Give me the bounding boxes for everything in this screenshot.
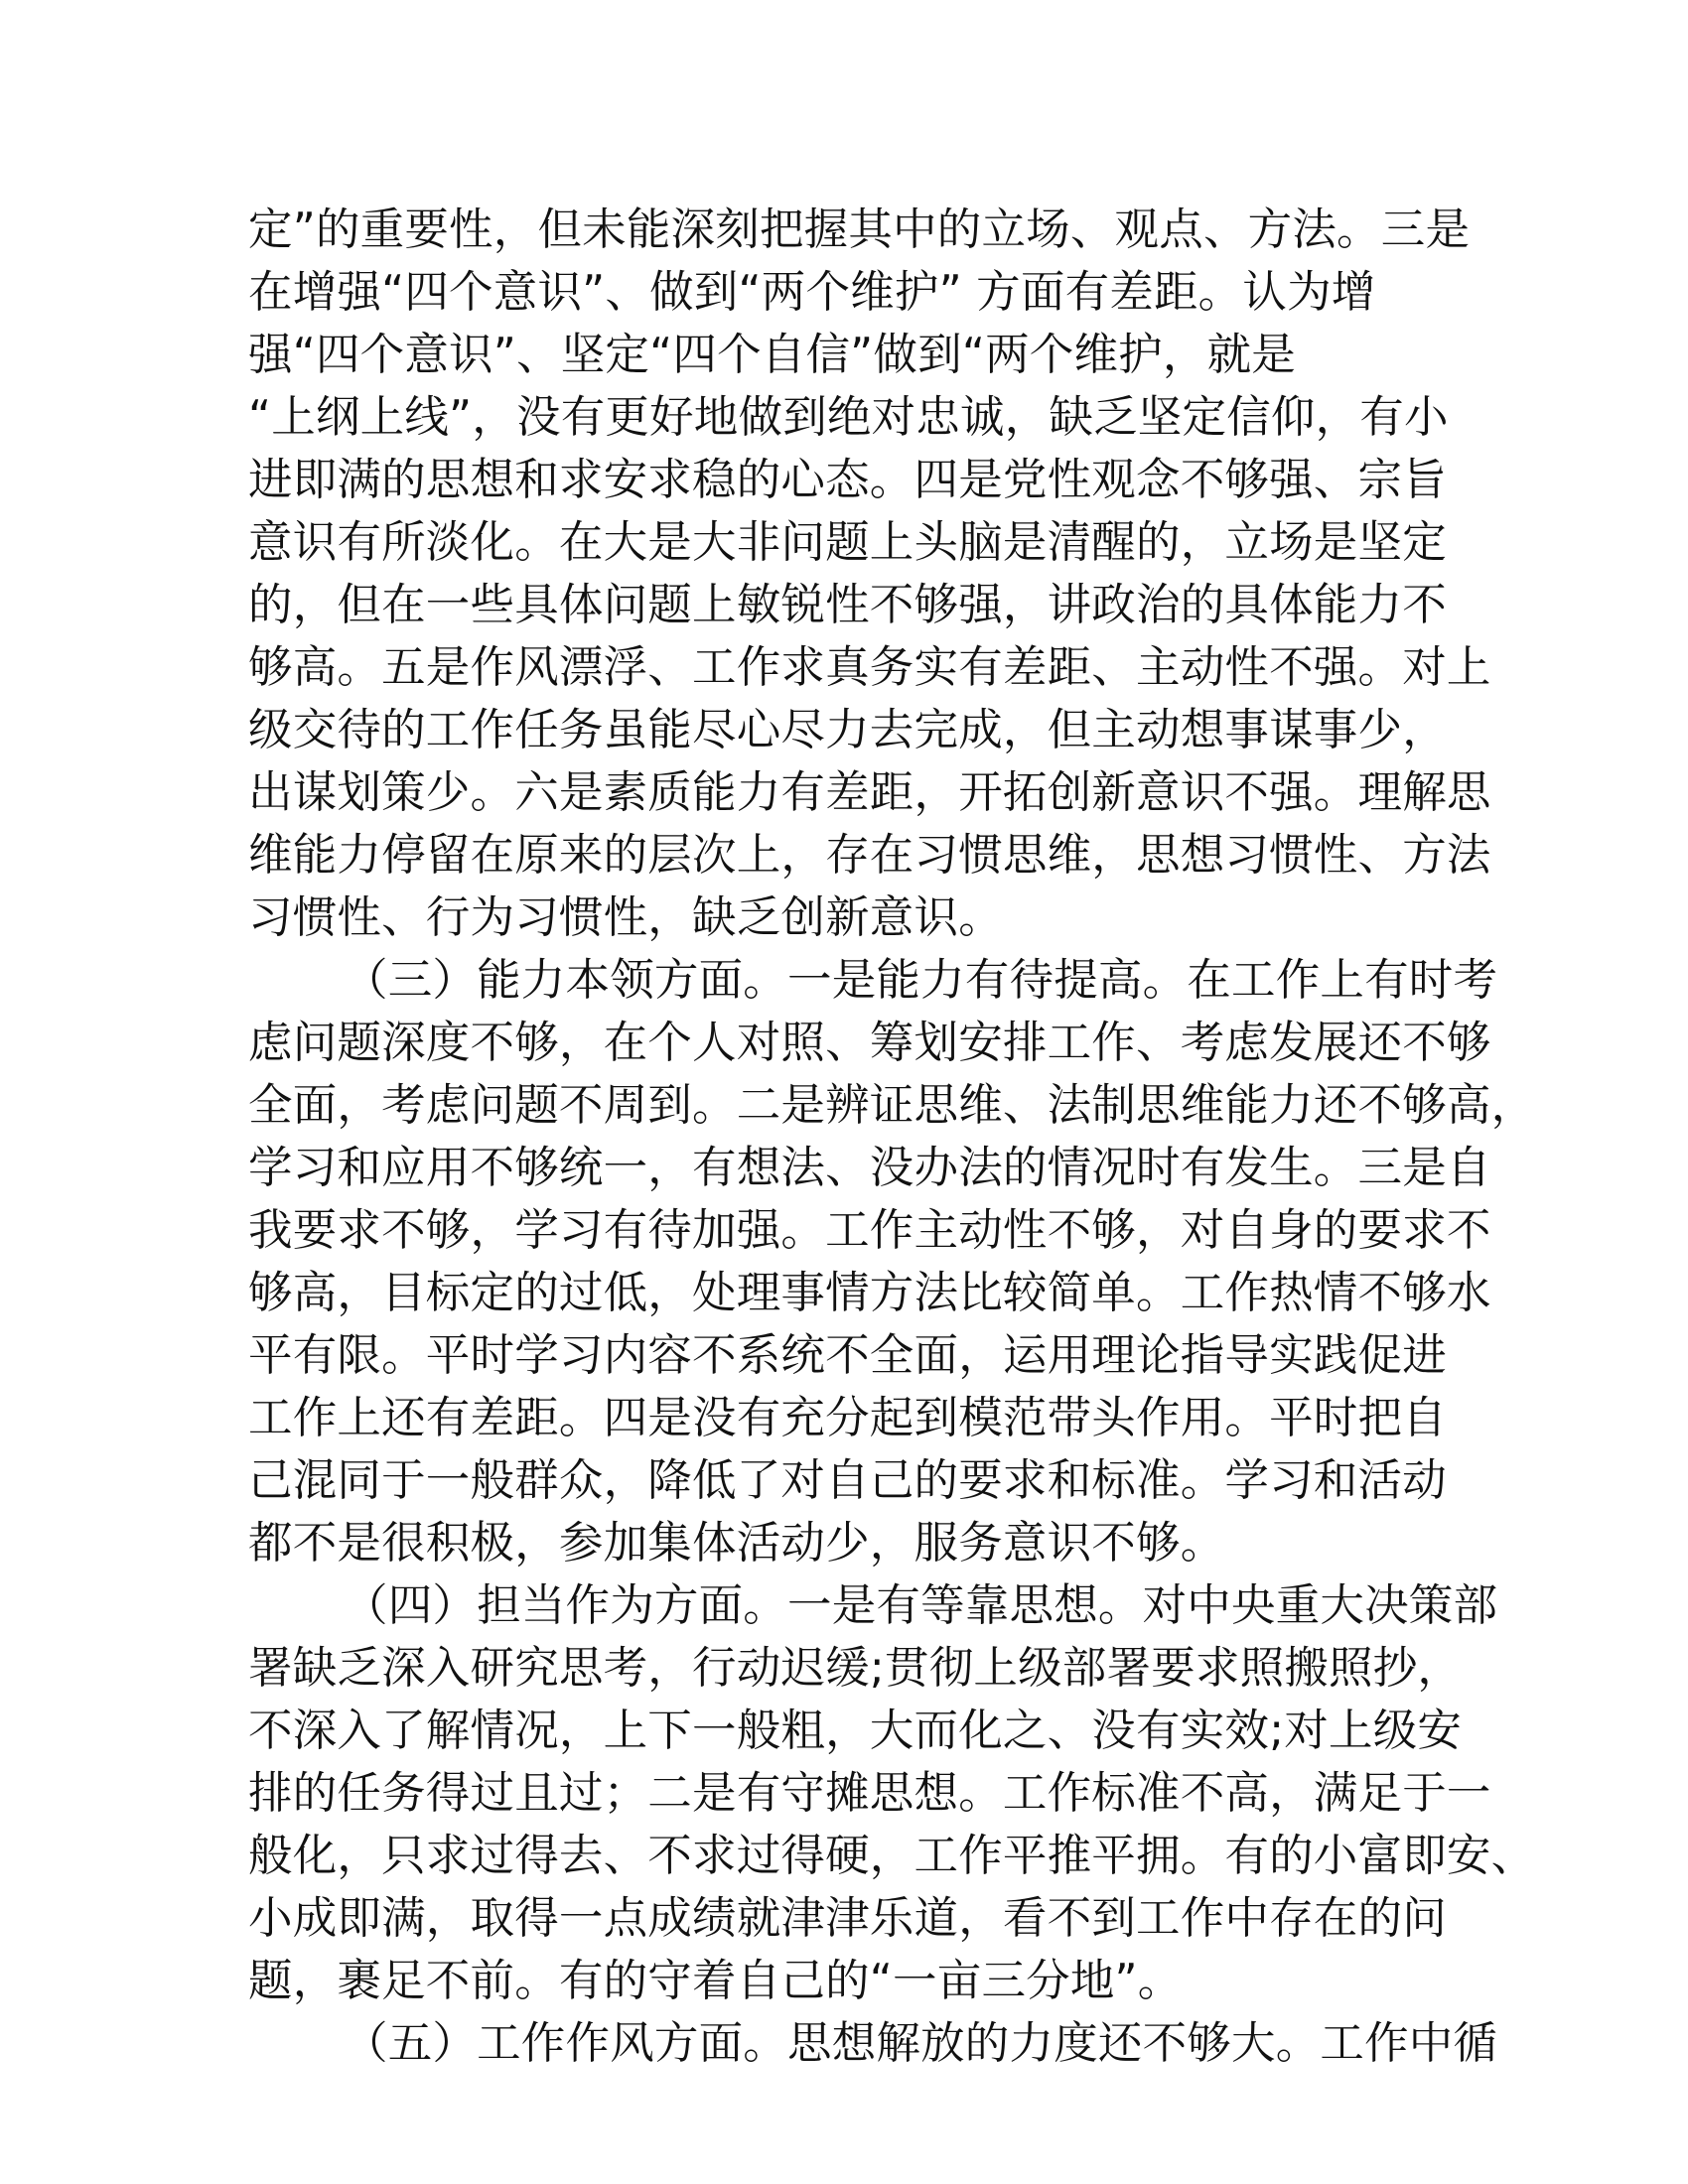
text-line: 不深入了解情况，上下一般粗，大而化之、没有实效;对上级安 [248,1706,1463,1756]
text-line: 维能力停留在原来的层次上，存在习惯思维，思想习惯性、方法 [248,830,1491,881]
text-line: 工作上还有差距。四是没有充分起到模范带头作用。平时把自 [248,1393,1447,1443]
text-line: 题，裹足不前。有的守着自己的“一亩三分地”。 [248,1956,1183,2006]
paragraph-first-line: （四）担当作为方面。一是有等靠思想。对中央重大决策部 [344,1580,1498,1631]
text-line: 都不是很积极，参加集体活动少，服务意识不够。 [248,1518,1225,1569]
text-line: 强“四个意识”、坚定“四个自信”做到“两个维护，就是 [248,330,1296,380]
text-line: “上纲上线”，没有更好地做到绝对忠诚，缺乏坚定信仰，有小 [248,392,1449,443]
text-line: 署缺乏深入研究思考，行动迟缓;贯彻上级部署要求照搬照抄， [248,1643,1463,1694]
document-body-text [248,199,1536,2075]
text-line: 在增强“四个意识”、做到“两个维护” 方面有差距。认为增 [248,267,1376,318]
paragraph-first-line: （五）工作作风方面。思想解放的力度还不够大。工作中循 [344,2018,1498,2069]
text-line: 虑问题深度不够，在个人对照、筹划安排工作、考虑发展还不够 [248,1018,1491,1068]
text-line: 排的任务得过且过；二是有守摊思想。工作标准不高，满足于一 [248,1768,1491,1819]
text-line: 够高。五是作风漂浮、工作求真务实有差距、主动性不强。对上 [248,642,1491,693]
text-line: 学习和应用不够统一，有想法、没办法的情况时有发生。三是自 [248,1143,1491,1193]
text-line: 小成即满，取得一点成绩就津津乐道，看不到工作中存在的问 [248,1893,1447,1944]
text-line: 的，但在一些具体问题上敏锐性不够强，讲政治的具体能力不 [248,580,1447,630]
text-line: 我要求不够，学习有待加强。工作主动性不够，对自身的要求不 [248,1205,1491,1256]
text-line: 够高，目标定的过低，处理事情方法比较简单。工作热情不够水 [248,1268,1491,1318]
text-line: 全面，考虑问题不周到。二是辨证思维、法制思维能力还不够高， [248,1080,1536,1131]
text-line: 出谋划策少。六是素质能力有差距，开拓创新意识不强。理解思 [248,767,1491,818]
paragraph-first-line: （三）能力本领方面。一是能力有待提高。在工作上有时考 [344,955,1498,1006]
text-line: 己混同于一般群众，降低了对自己的要求和标准。学习和活动 [248,1455,1447,1506]
text-line: 平有限。平时学习内容不系统不全面，运用理论指导实践促进 [248,1330,1447,1381]
text-line: 级交待的工作任务虽能尽心尽力去完成，但主动想事谋事少， [248,705,1447,755]
text-line: 般化，只求过得去、不求过得硬，工作平推平拥。有的小富即安、 [248,1831,1536,1881]
text-line: 定”的重要性，但未能深刻把握其中的立场、观点、方法。三是 [248,205,1471,255]
text-line: 进即满的思想和求安求稳的心态。四是党性观念不够强、宗旨 [248,455,1447,505]
text-line: 意识有所淡化。在大是大非问题上头脑是清醒的，立场是坚定 [248,517,1447,568]
text-line: 习惯性、行为习惯性，缺乏创新意识。 [248,892,1003,943]
